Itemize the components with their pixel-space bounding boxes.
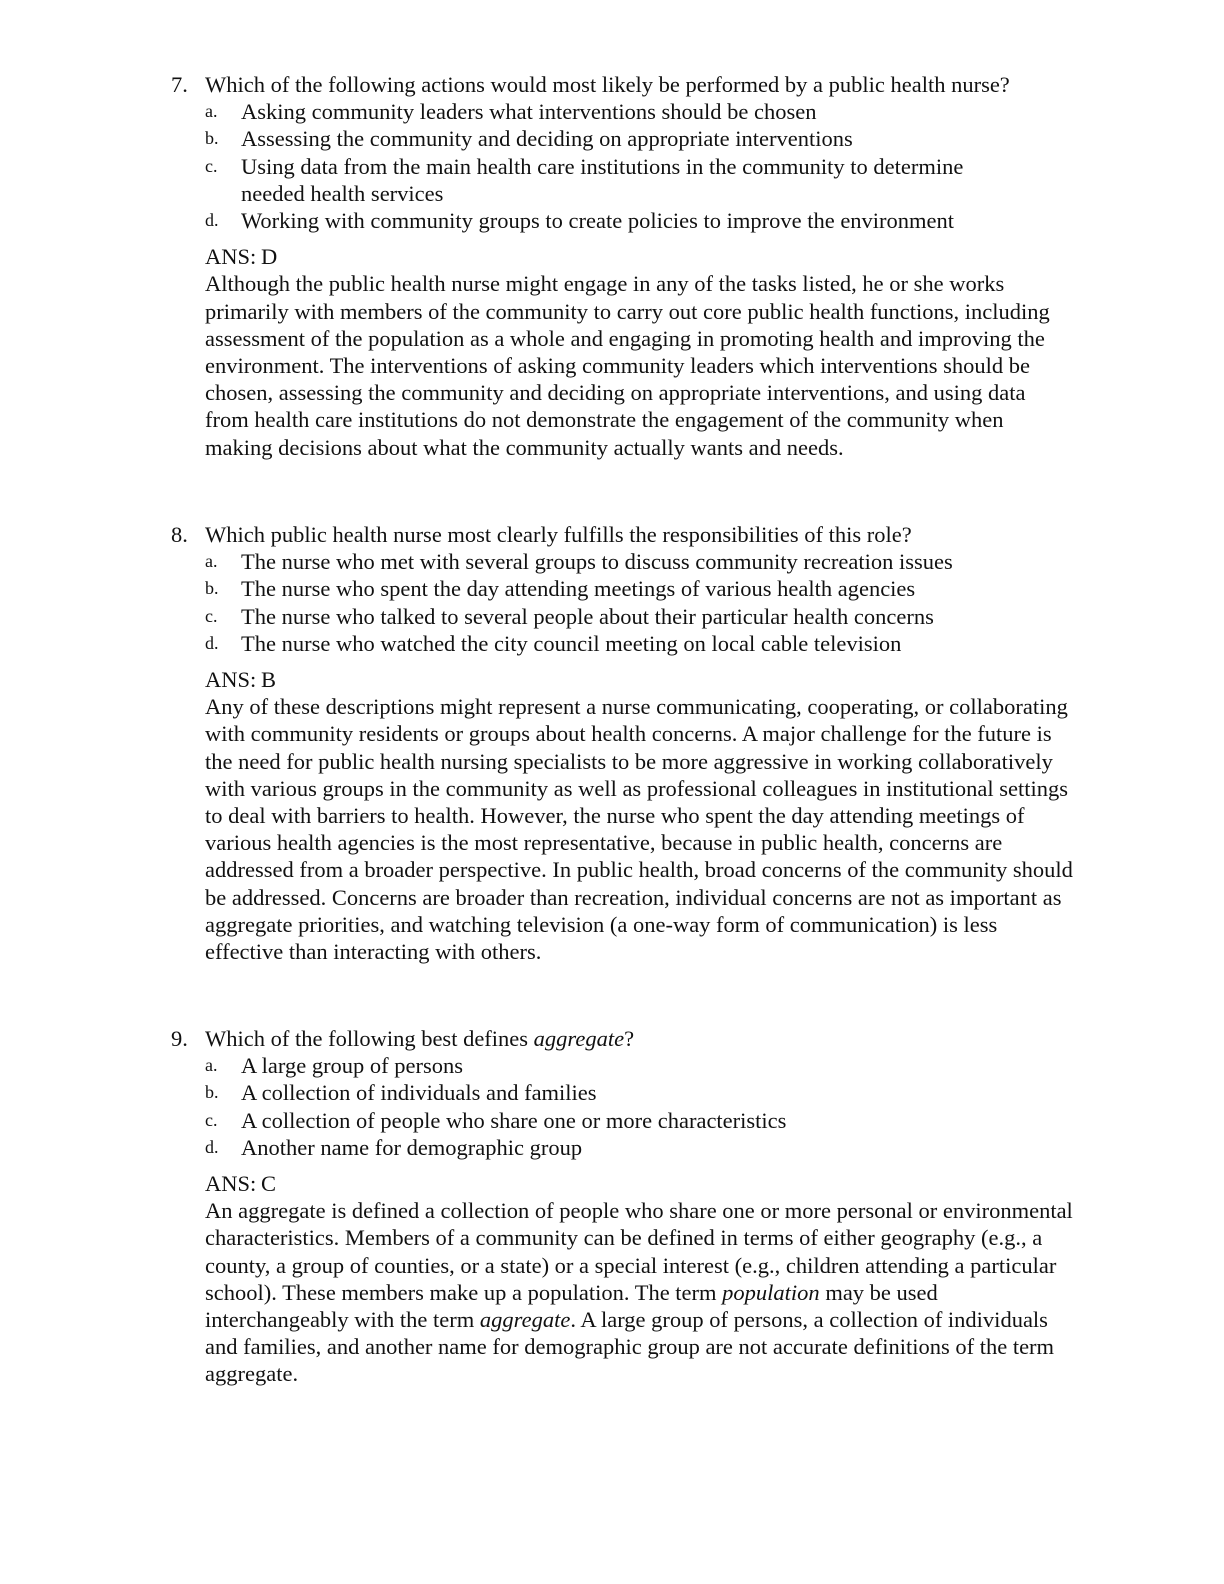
option-text: A collection of individuals and families	[241, 1080, 597, 1106]
answer-block	[0, 243, 1073, 461]
question-stem-line	[0, 521, 1224, 548]
option-text: The nurse who met with several groups to discuss community recreation issues	[241, 549, 953, 575]
answer-label: ANS:	[205, 1171, 257, 1196]
option-list	[0, 1052, 1224, 1161]
answer-line	[205, 666, 1073, 693]
option-c	[0, 1107, 1041, 1134]
option-text: A large group of persons	[241, 1053, 464, 1079]
option-b	[0, 575, 1041, 602]
answer-line	[205, 1170, 1073, 1197]
question-stem	[205, 1025, 1085, 1052]
answer-label: ANS:	[205, 667, 257, 692]
option-text: The nurse who watched the city council meeting on local cable television	[241, 630, 902, 656]
option-letter: b.	[205, 128, 219, 149]
rationale-text: . A large group of persons, a collection of individuals and families, and another name for demographic group are not accurate definitions of the term aggregate.	[205, 1307, 1055, 1387]
question-9	[0, 1025, 1224, 1388]
rationale-text: may be used interchangeably with the term	[205, 1279, 938, 1332]
question-stem-end: ?	[624, 1026, 635, 1051]
question-stem-term: aggregate	[533, 1026, 625, 1051]
option-text: A collection of people who share one or more characteristics	[241, 1107, 787, 1133]
option-d	[0, 1134, 1041, 1161]
answer-label: ANS:	[205, 244, 257, 270]
question-8	[0, 521, 1224, 965]
option-text: Assessing the community and deciding on appropriate interventions	[241, 126, 853, 152]
option-text: Working with community groups to create policies to improve the environment	[241, 208, 955, 233]
question-stem: Which public health nurse most clearly fulfills the responsibilities of this role?	[205, 522, 912, 547]
option-c	[0, 153, 1021, 207]
option-letter: c.	[205, 1109, 218, 1130]
option-letter: a.	[205, 1055, 218, 1076]
option-text: Asking community leaders what interventions should be chosen	[241, 99, 817, 125]
option-letter: b.	[205, 578, 219, 599]
option-a	[0, 548, 1041, 575]
answer-block	[0, 1170, 1073, 1388]
option-a	[0, 98, 1041, 125]
answer-value: D	[261, 244, 278, 270]
option-letter: c.	[205, 605, 218, 626]
option-letter: a.	[205, 101, 218, 122]
option-list	[0, 548, 1224, 657]
option-a	[0, 1052, 1041, 1079]
option-letter: b.	[205, 1082, 219, 1103]
question-stem-line	[0, 1025, 1224, 1052]
question-stem-line	[0, 71, 1224, 98]
question-number: 7.	[171, 72, 188, 97]
answer-rationale	[205, 1197, 1073, 1387]
option-letter: d.	[205, 1136, 219, 1157]
answer-block	[0, 666, 1073, 965]
option-text: Another name for demographic group	[241, 1134, 583, 1160]
option-d	[0, 630, 1041, 657]
option-text: Using data from the main health care institutions in the community to determine needed health services	[241, 153, 964, 206]
option-text: The nurse who spent the day attending meetings of various health agencies	[241, 576, 916, 602]
option-d	[0, 207, 1041, 234]
option-letter: a.	[205, 551, 218, 572]
option-b	[0, 1079, 1041, 1106]
rationale-text: An aggregate is defined a collection of people who share one or more personal or environmental characteristics. Members of a community can be defined in terms of either geography (e.g., a county, a group of counties, or a state) or a special interest (e.g., children attending a particular school). These members make up a population. The term	[205, 1198, 1073, 1305]
answer-line	[205, 243, 1073, 270]
question-number: 8.	[171, 522, 188, 547]
answer-rationale: Although the public health nurse might engage in any of the tasks listed, he or she works primarily with members of the community to carry out core public health functions, including assessment of the population as a whole and engaging in promoting health and improving the environment. The interventions of asking community leaders which interventions should be chosen, assessing the community and deciding on appropriate interventions, and using data from health care institutions do not demonstrate the engagement of the community when making decisions about what the community actually wants and needs.	[205, 271, 1050, 460]
answer-value: B	[261, 667, 277, 692]
answer-value: C	[261, 1171, 277, 1196]
option-c	[0, 603, 1041, 630]
rationale-term: aggregate	[479, 1307, 571, 1332]
option-letter: d.	[205, 632, 219, 653]
answer-rationale: Any of these descriptions might represent a nurse communicating, cooperating, or collaborating with community residents or groups about health concerns. A major challenge for the future is the need for public health nursing specialists to be more aggressive in working collaboratively with various groups in the community as well as professional colleagues in institutional settings to deal with barriers to health. However, the nurse who spent the day attending meetings of various health agencies is the most representative, because in public health, concerns are addressed from a broader perspective. In public health, broad concerns of the community should be addressed. Concerns are broader than recreation, individual concerns are not as important as aggregate priorities, and watching television (a one-way form of communication) is less effective than interacting with others.	[205, 694, 1073, 965]
option-letter: d.	[205, 210, 219, 230]
question-stem-text: Which of the following best defines	[205, 1026, 534, 1051]
question-7	[0, 71, 1224, 461]
question-number: 9.	[171, 1026, 188, 1051]
rationale-term: population	[722, 1279, 820, 1305]
option-b	[0, 125, 1041, 152]
option-letter: c.	[205, 155, 218, 176]
option-text: The nurse who talked to several people about their particular health concerns	[241, 603, 934, 629]
option-list	[0, 98, 1224, 234]
question-stem: Which of the following actions would most likely be performed by a public health nurse?	[205, 72, 1010, 97]
